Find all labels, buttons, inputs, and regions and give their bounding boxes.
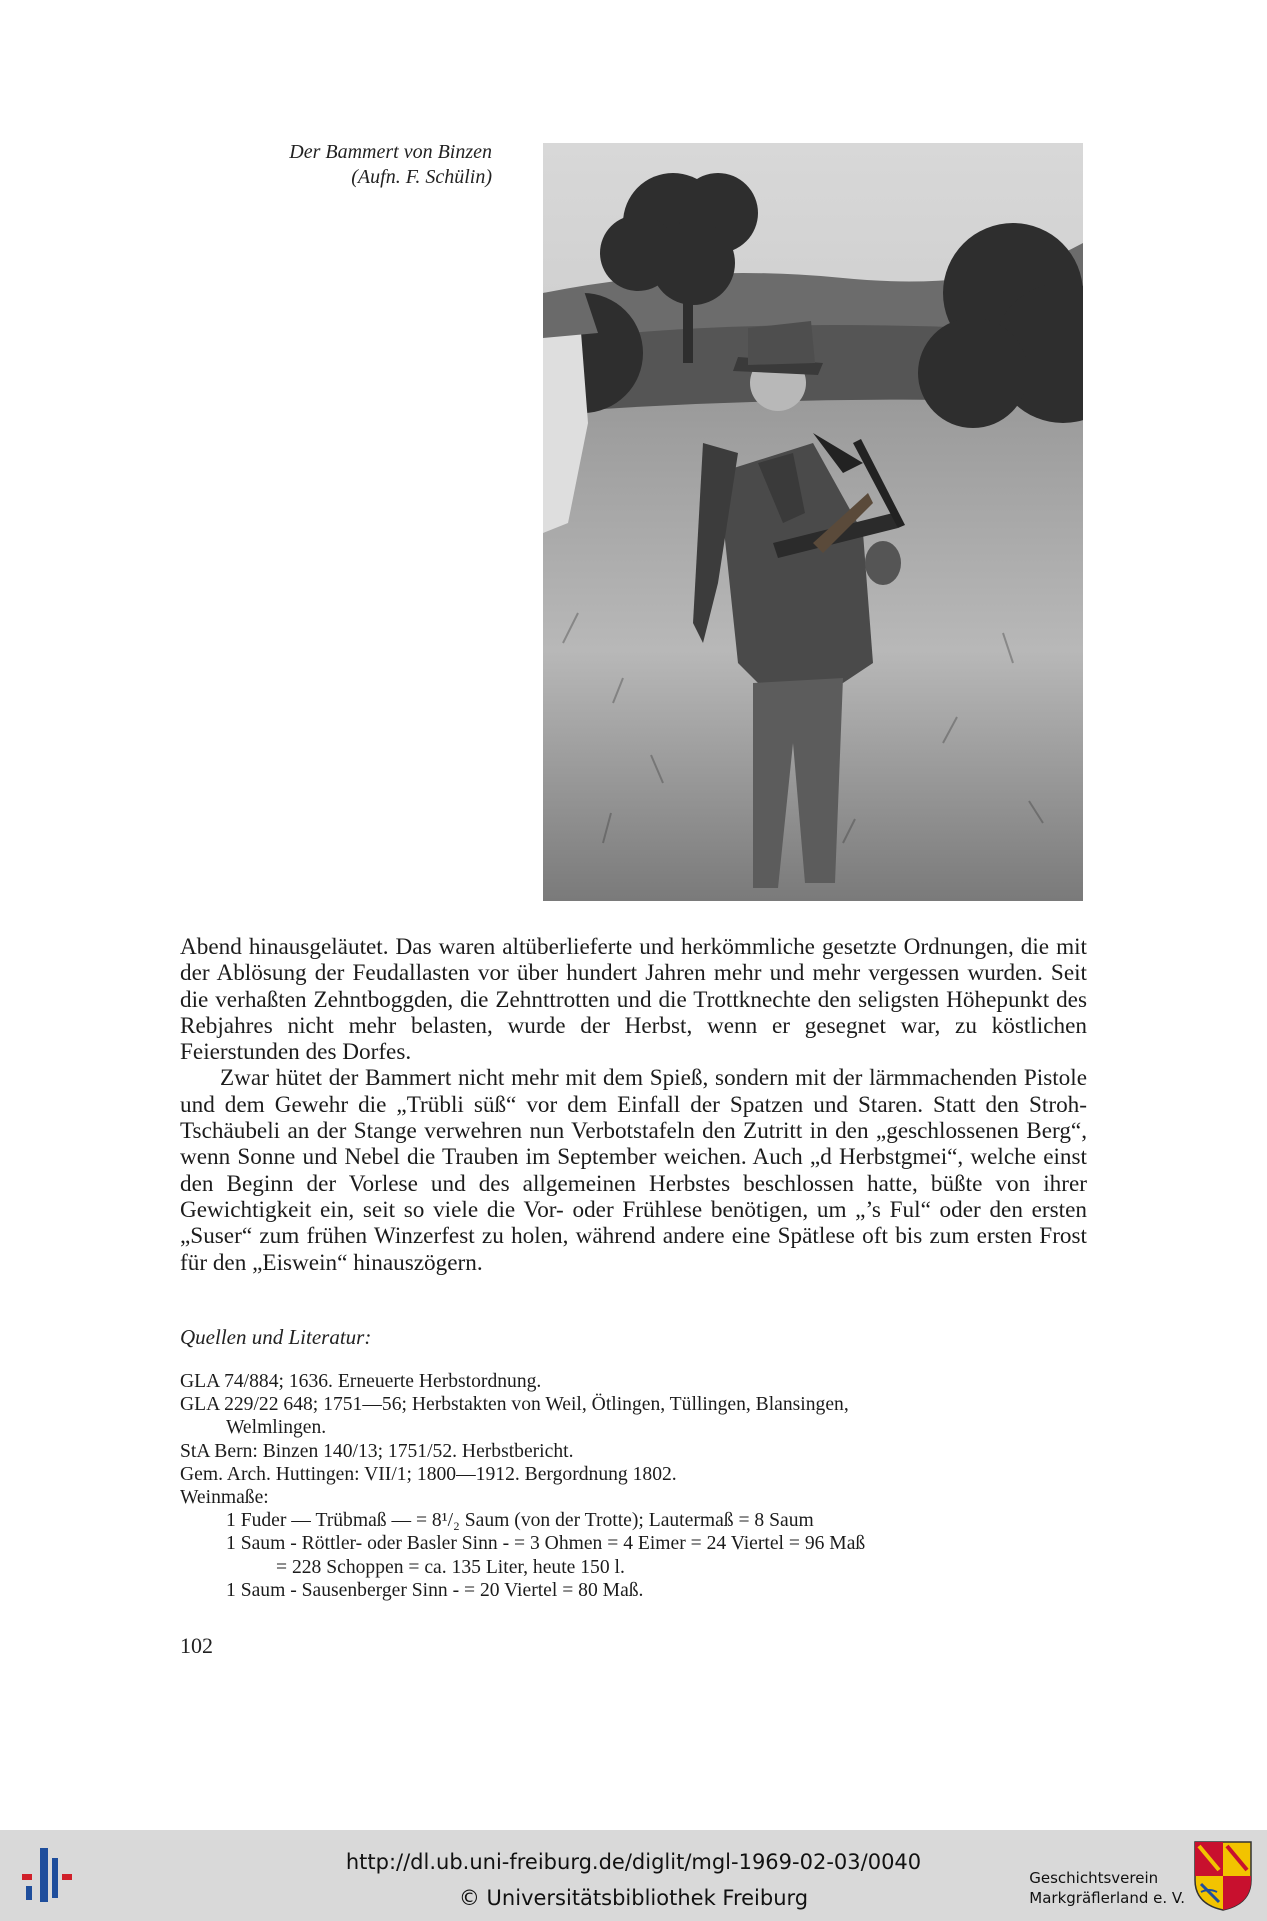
permalink-url[interactable]: http://dl.ub.uni-freiburg.de/diglit/mgl-1969-02-03/0040 [345,1850,922,1874]
page-number: 102 [180,1633,213,1658]
sources-heading: Quellen und Literatur: [180,1325,372,1349]
photograph-bammert [543,143,1083,901]
wine-measure-item: 1 Saum - Röttler- oder Basler Sinn - = 3 Ohmen = 4 Eimer = 24 Viertel = 96 Maß [226,1533,866,1555]
coat-of-arms-icon [1193,1840,1253,1912]
society-name [1029,1868,1185,1908]
paragraph-2: Zwar hütet der Bammert nicht mehr mit dem Spieß, sondern mit der lärmmachenden Pistole und dem Gewehr die „Trübli süß“ vor dem Einfall der Spatzen und Staren. Statt den Stroh-Tschäubeli an der Stange verwehren nun Verbotstafeln den Zutritt in den „geschlossenen Berg“, wenn Sonne und Nebel die Trauben im September weichen. Auch „d Herbstgmei“, welche einst den Beginn der Vorlese und des allgemeinen Herbstes beschlossen hatte, büßte von ihrer Gewichtigkeit ein, seit so viele die Vor- oder Frühlese benötigen, um „’s Ful“ oder den ersten „Suser“ zum frühen Winzerfest zu holen, während andere eine Spätlese oft bis zum ersten Frost für den „Eiswein“ hinauszögern. [180,1065,1087,1276]
society-line-1: Geschichtsverein [1029,1869,1159,1887]
reference-item: GLA 74/884; 1636. Erneuerte Herbstordnung. [180,1371,542,1392]
wine-measure-continuation: = 228 Schoppen = ca. 135 Liter, heute 150 l. [276,1556,625,1578]
body-text [180,934,1087,1276]
wine-measure-item: 1 Fuder — Trübmaß — = 8¹/₂ Saum (von der Trotte); Lautermaß = 8 Saum [226,1510,814,1532]
copyright-notice: © Universitätsbibliothek Freiburg [458,1886,809,1910]
society-line-2: Markgräflerland e. V. [1029,1889,1185,1907]
caption-credit: (Aufn. F. Schülin) [351,166,492,188]
photo-caption [180,140,492,190]
reference-item: GLA 229/22 648; 1751—56; Herbstakten von Weil, Ötlingen, Tüllingen, Blansingen, [180,1394,849,1416]
reference-item: Gem. Arch. Huttingen: VII/1; 1800—1912. Bergordnung 1802. [180,1463,677,1485]
wine-measure-item: 1 Saum - Sausenberger Sinn - = 20 Viertel = 80 Maß. [226,1579,644,1601]
paragraph-1: Abend hinausgeläutet. Das waren altüberlieferte und herkömmliche gesetzte Ordnungen, die mit der Ablösung der Feudallasten vor über hundert Jahren mehr und mehr vergessen wurden. Seit die verhaßten Zehntboggden, die Zehnttrotten und die Trottknechte den seligsten Höhepunkt des Rebjahres nicht mehr belasten, wurde der Herbst, wenn er gesegnet war, zu köstlichen Feierstunden des Dorfes. [180,934,1087,1066]
reference-item-continuation: Welmlingen. [226,1417,327,1439]
reference-list [180,1370,1090,1602]
reference-item: Weinmaße: [180,1487,269,1509]
caption-title: Der Bammert von Binzen [289,141,492,163]
footer-bar [0,1830,1267,1921]
reference-item: StA Bern: Binzen 140/13; 1751/52. Herbstbericht. [180,1440,574,1462]
